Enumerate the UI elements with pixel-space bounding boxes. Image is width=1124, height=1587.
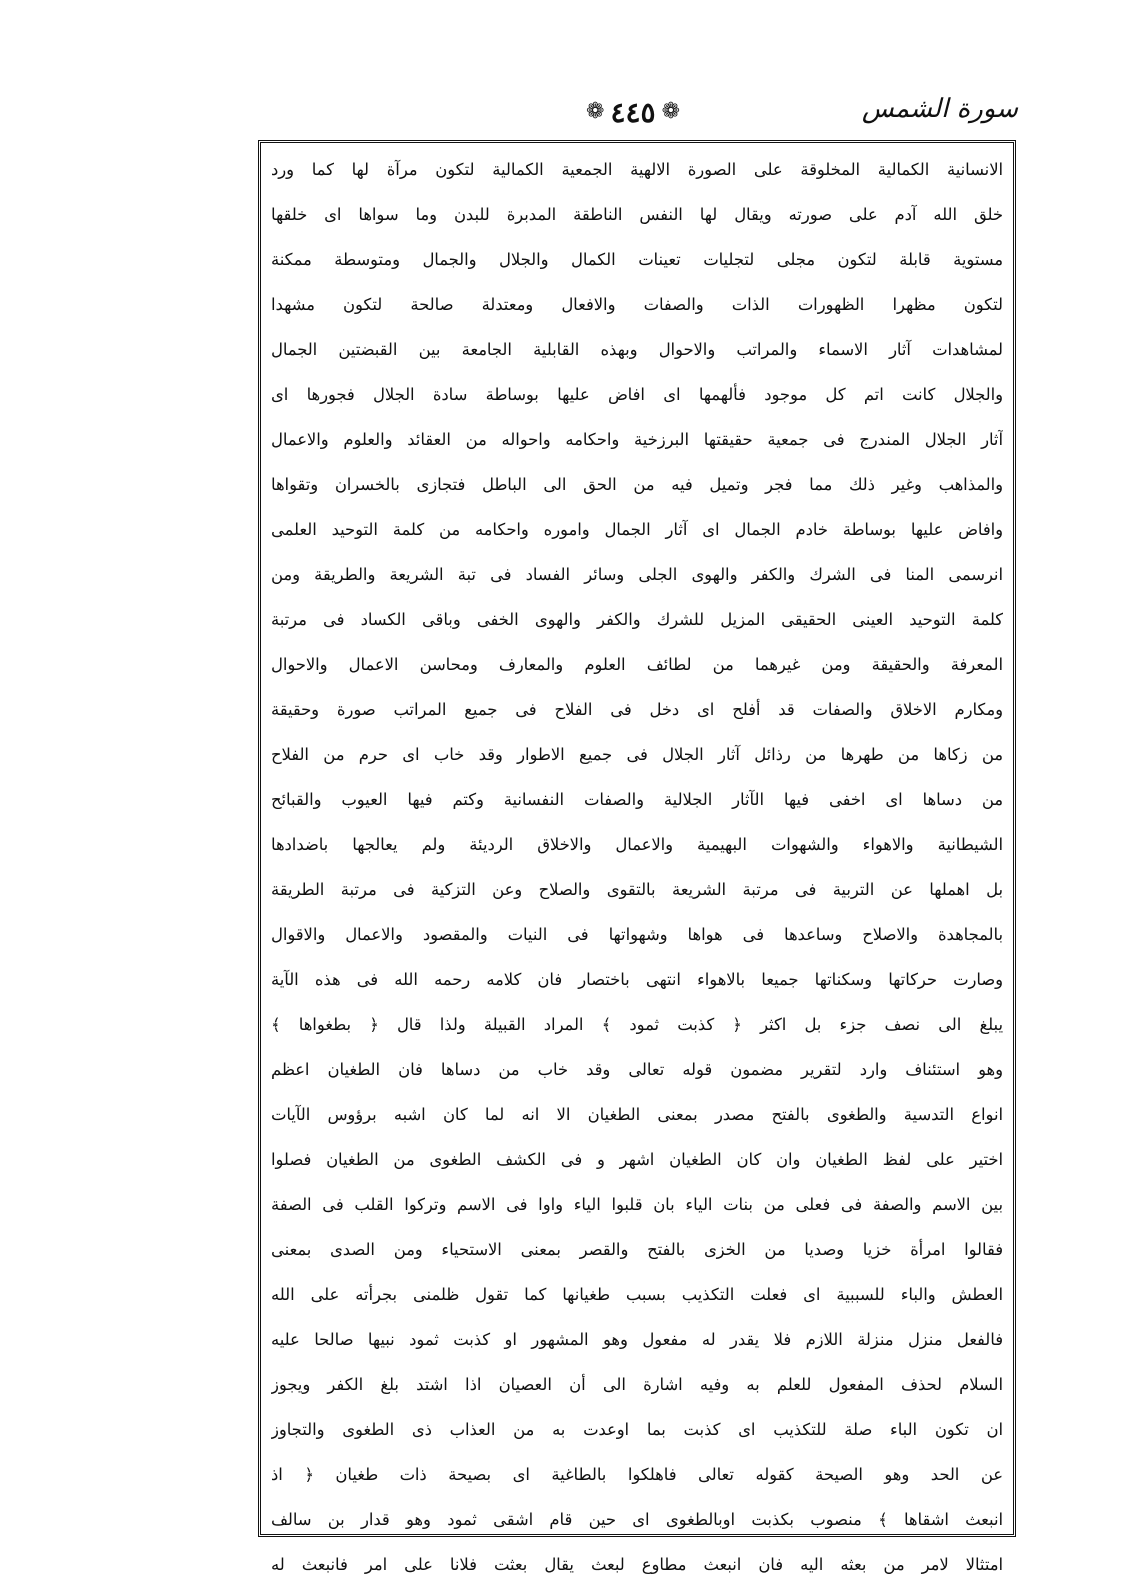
text-line: بين الاسم والصفة فى فعلى من بنات الياء بان قلبوا الياء واوا فى الاسم وتركوا القلب فى الصفة — [271, 1195, 1003, 1214]
text-block — [265, 147, 1009, 1574]
text-line: انواع التدسية والطغوى بالفتح مصدر بمعنى الطغيان الا انه لما كان اشبه برؤوس الآيات — [271, 1105, 1003, 1124]
text-line: وهو استئناف وارد لتقرير مضمون قوله تعالى وقد خاب من دساها فان الطغيان اعظم — [271, 1060, 1003, 1079]
text-line: كلمة التوحيد العينى الحقيقى المزيل للشرك والكفر والهوى الخفى وباقى الكساد فى مرتبة — [271, 610, 1003, 629]
text-line: فالفعل منزل منزلة اللازم فلا يقدر له مفعول وهو المشهور او كذبت ثمود نبيها صالحا عليه — [271, 1330, 1003, 1349]
text-line: السلام لحذف المفعول للعلم به وفيه اشارة الى أن العصيان اذا اشتد بلغ الكفر ويجوز — [271, 1375, 1003, 1394]
text-line: مستوية قابلة لتكون مجلى لتجليات تعينات الكمال والجلال والجمال ومتوسطة ممكنة — [271, 250, 1003, 269]
text-line: يبلغ الى نصف جزء بل اكثر ﴿ كذبت ثمود ﴾ المراد القبيلة ولذا قال ﴿ بطغواها ﴾ — [271, 1015, 1003, 1034]
ornament-left-icon: ❁ — [586, 99, 605, 124]
running-title: سورة الشمس — [861, 94, 1018, 124]
text-line: فقالوا امرأة خزيا وصديا من الخزى بالفتح والقصر بمعنى الاستحياء ومن الصدى بمعنى — [271, 1240, 1003, 1259]
text-line: خلق الله آدم على صورته ويقال لها النفس الناطقة المدبرة للبدن وما سواها اى خلقها — [271, 205, 1003, 224]
text-line: والمذاهب وغير ذلك مما فجر وتميل فيه من الحق الى الباطل فتجازى بالخسران وتقواها — [271, 475, 1003, 494]
page-number-group — [568, 94, 698, 130]
text-line: اختير على لفظ الطغيان وان كان الطغيان اشهر و فى الكشف الطغوى من الطغيان فصلوا — [271, 1150, 1003, 1169]
page-header — [258, 90, 1018, 140]
text-frame — [258, 140, 1016, 1574]
text-line: الانسانية الكمالية المخلوقة على الصورة الالهية الجمعية الكمالية لتكون مرآة لها كما ورد — [271, 160, 1003, 179]
text-line: والجلال كانت اتم كل موجود فألهمها اى افاض عليها بوساطة سادة الجلال فجورها اى — [271, 385, 1003, 404]
text-line: بالمجاهدة والاصلاح وساعدها فى هواها وشهواتها فى النيات والمقصود والاعمال والاقوال — [271, 925, 1003, 944]
text-line: وصارت حركاتها وسكناتها جميعا بالاهواء انتهى باختصار فان كلامه رحمه الله فى هذه الآية — [271, 970, 1003, 989]
text-line: المعرفة والحقيقة ومن غيرهما من لطائف العلوم والمعارف ومحاسن الاعمال والاحوال — [271, 655, 1003, 674]
ornament-right-icon: ❁ — [661, 99, 680, 124]
text-line: انبعث اشقاها ﴾ منصوب بكذبت اوبالطغوى اى حين قام اشقى ثمود وهو قدار بن سالف — [271, 1510, 1003, 1529]
text-line: ومكارم الاخلاق والصفات قد أفلح اى دخل فى الفلاح فى جميع المراتب صورة وحقيقة — [271, 700, 1003, 719]
text-line: ان تكون الباء صلة للتكذيب اى كذبت بما اوعدت به من العذاب ذى الطغوى والتجاوز — [271, 1420, 1003, 1439]
text-line: العطش والباء للسببية اى فعلت التكذيب بسبب طغيانها كما تقول ظلمنى بجرأته على الله — [271, 1285, 1003, 1304]
text-line: آثار الجلال المندرج فى جمعية حقيقتها البرزخية واحكامه واحواله من العقائد والعلوم والاعمال — [271, 430, 1003, 449]
text-line: لتكون مظهرا الظهورات الذات والصفات والافعال ومعتدلة صالحة لتكون مشهدا — [271, 295, 1003, 314]
text-line: الشيطانية والاهواء والشهوات البهيمية والاعمال والاخلاق الرديئة ولم يعالجها باضدادها — [271, 835, 1003, 854]
text-line: وافاض عليها بوساطة خادم الجمال اى آثار الجمال واموره واحكامه من كلمة التوحيد العلمى — [271, 520, 1003, 539]
text-line: لمشاهدات آثار الاسماء والمراتب والاحوال وبهذه القابلية الجامعة بين القبضتين الجمال — [271, 340, 1003, 359]
text-line: من زكاها من طهرها من رذائل آثار الجلال فى جميع الاطوار وقد خاب اى حرم من الفلاح — [271, 745, 1003, 764]
text-line: من دساها اى اخفى فيها الآثار الجلالية والصفات النفسانية وكتم فيها العيوب والقبائح — [271, 790, 1003, 809]
text-line: امتثالا لامر من بعثه اليه فان انبعث مطاوع لبعث يقال بعثت فلانا على امر فانبعث له — [271, 1555, 1003, 1574]
text-line: بل اهملها عن التربية فى مرتبة الشريعة بالتقوى والصلاح وعن التزكية فى مرتبة الطريقة — [271, 880, 1003, 899]
text-line: عن الحد وهو الصيحة كقوله تعالى فاهلكوا بالطاغية اى بصيحة ذات طغيان ﴿ اذ — [271, 1465, 1003, 1484]
text-line: انرسمى المنا فى الشرك والكفر والهوى الجلى وسائر الفساد فى تبة الشريعة والطريقة ومن — [271, 565, 1003, 584]
page-number: ٤٤٥ — [610, 95, 656, 129]
